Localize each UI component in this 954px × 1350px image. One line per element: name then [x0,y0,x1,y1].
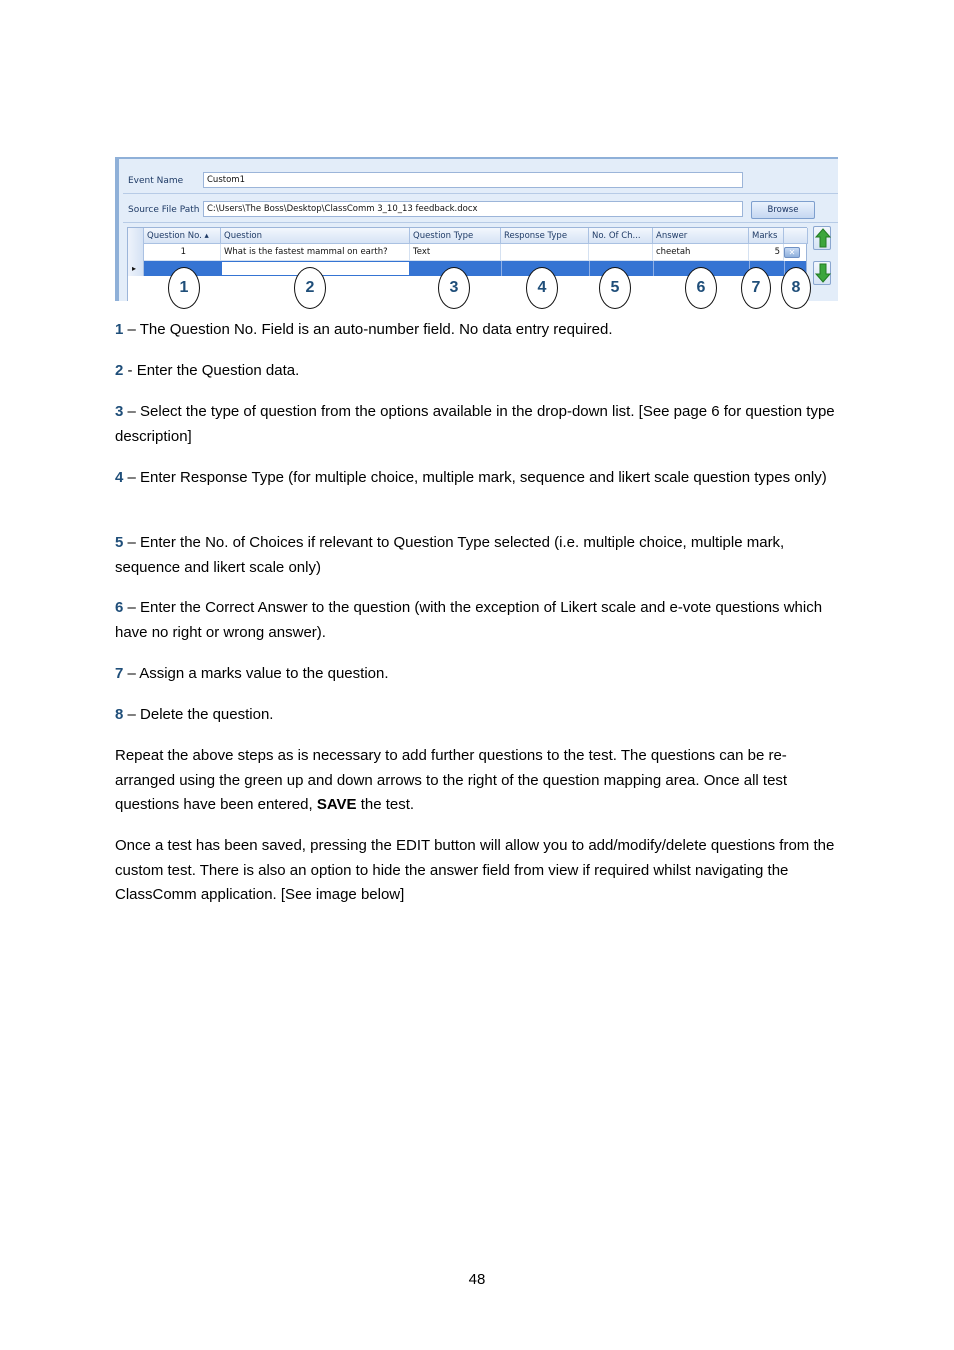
down-arrow-icon [814,262,832,284]
callout-1: 1 [168,267,200,309]
cell-answer[interactable]: cheetah [653,244,749,261]
form-divider [123,222,838,223]
question-mapping-screenshot [115,157,838,301]
column-header-response-type[interactable]: Response Type [501,228,589,244]
step-separator: – [123,706,141,723]
event-name-label: Event Name [128,176,184,186]
cell-question-type[interactable]: Text [410,244,501,261]
step-8 [115,703,840,728]
event-name-field[interactable]: Custom1 [203,172,743,188]
form-divider [123,193,838,194]
step-text: Enter the No. of Choices if relevant to Question Type selected (i.e. multiple choice, multiple mark, sequence and likert scale only) [115,534,785,576]
step-number: 7 [115,665,124,682]
step-number: 4 [115,469,124,486]
repeat-text: Repeat the above steps as is necessary to add further questions to the test. The questions can be re-arranged using the green up and down arrows to the right of the question mapping area. Once all test questions have been entered, [115,747,788,813]
column-header-question-type[interactable]: Question Type [410,228,501,244]
step-text: Enter Response Type (for multiple choice, multiple mark, sequence and likert scale question types only) [140,469,827,486]
step-separator: – [123,469,141,486]
cell-no-of-choices[interactable] [589,244,653,261]
step-separator: - [123,362,137,379]
move-down-button[interactable] [813,261,831,285]
step-4 [115,466,840,491]
step-text: Assign a marks value to the question. [139,665,389,682]
step-text: Delete the question. [140,706,274,723]
callout-7: 7 [741,267,771,309]
source-file-path-field[interactable]: C:\Users\The Boss\Desktop\ClassComm 3_10_13 feedback.docx [203,201,743,217]
browse-button[interactable]: Browse [751,201,815,219]
cell-response-type[interactable] [501,244,589,261]
step-3 [115,400,840,449]
column-divider [589,261,590,276]
step-number: 2 [115,362,124,379]
column-header-question-no[interactable]: Question No. ▴ [144,228,221,244]
callout-2: 2 [294,267,326,309]
step-number: 3 [115,403,124,420]
source-file-path-label: Source File Path [128,205,200,215]
step-6 [115,596,840,645]
edit-paragraph: Once a test has been saved, pressing the EDIT button will allow you to add/modify/delete questions from the custom test. There is also an option to hide the answer field from view if required whilst navigating the ClassComm application. [See image below] [115,837,835,903]
step-7 [115,662,840,687]
callout-8: 8 [781,267,811,309]
delete-row-icon[interactable]: ✕ [784,247,800,258]
page-number: 48 [468,1271,486,1288]
repeat-paragraph [115,744,840,818]
step-text: Select the type of question from the options available in the drop-down list. [See page 6 for question type description] [115,403,835,445]
column-header-answer[interactable]: Answer [653,228,749,244]
up-arrow-icon [814,227,832,249]
step-separator: – [123,321,140,338]
step-number: 5 [115,534,124,551]
column-header-marks[interactable]: Marks [749,228,784,244]
cell-marks[interactable]: 5 [749,244,784,261]
step-2 [115,359,840,384]
column-header-no-of-choices[interactable]: No. Of Ch... [589,228,653,244]
step-text: Enter the Correct Answer to the question (with the exception of Likert scale and e-vote questions which have no right or wrong answer). [115,599,823,641]
step-separator: – [123,665,140,682]
step-text: The Question No. Field is an auto-number field. No data entry required. [139,321,613,338]
cell-question[interactable]: What is the fastest mammal on earth? [221,244,410,261]
column-divider [653,261,654,276]
column-header-delete [784,228,808,244]
row-header[interactable] [128,244,144,261]
repeat-text-end: the test. [356,796,415,813]
cell-question-no: 1 [144,244,221,261]
step-separator: – [123,534,141,551]
step-text: Enter the Question data. [136,362,300,379]
step-separator: – [123,599,141,616]
column-header-question[interactable]: Question [221,228,410,244]
step-number: 6 [115,599,124,616]
callout-6: 6 [685,267,717,309]
grid-corner [128,228,144,244]
callout-4: 4 [526,267,558,309]
callout-5: 5 [599,267,631,309]
move-up-button[interactable] [813,226,831,250]
step-1 [115,318,840,343]
column-divider [501,261,502,276]
step-number: 1 [115,321,124,338]
save-keyword: SAVE [316,796,357,813]
callout-3: 3 [438,267,470,309]
step-separator: – [123,403,141,420]
row-pointer-icon[interactable]: ▸ [128,261,144,276]
step-5 [115,531,840,580]
step-number: 8 [115,706,124,723]
